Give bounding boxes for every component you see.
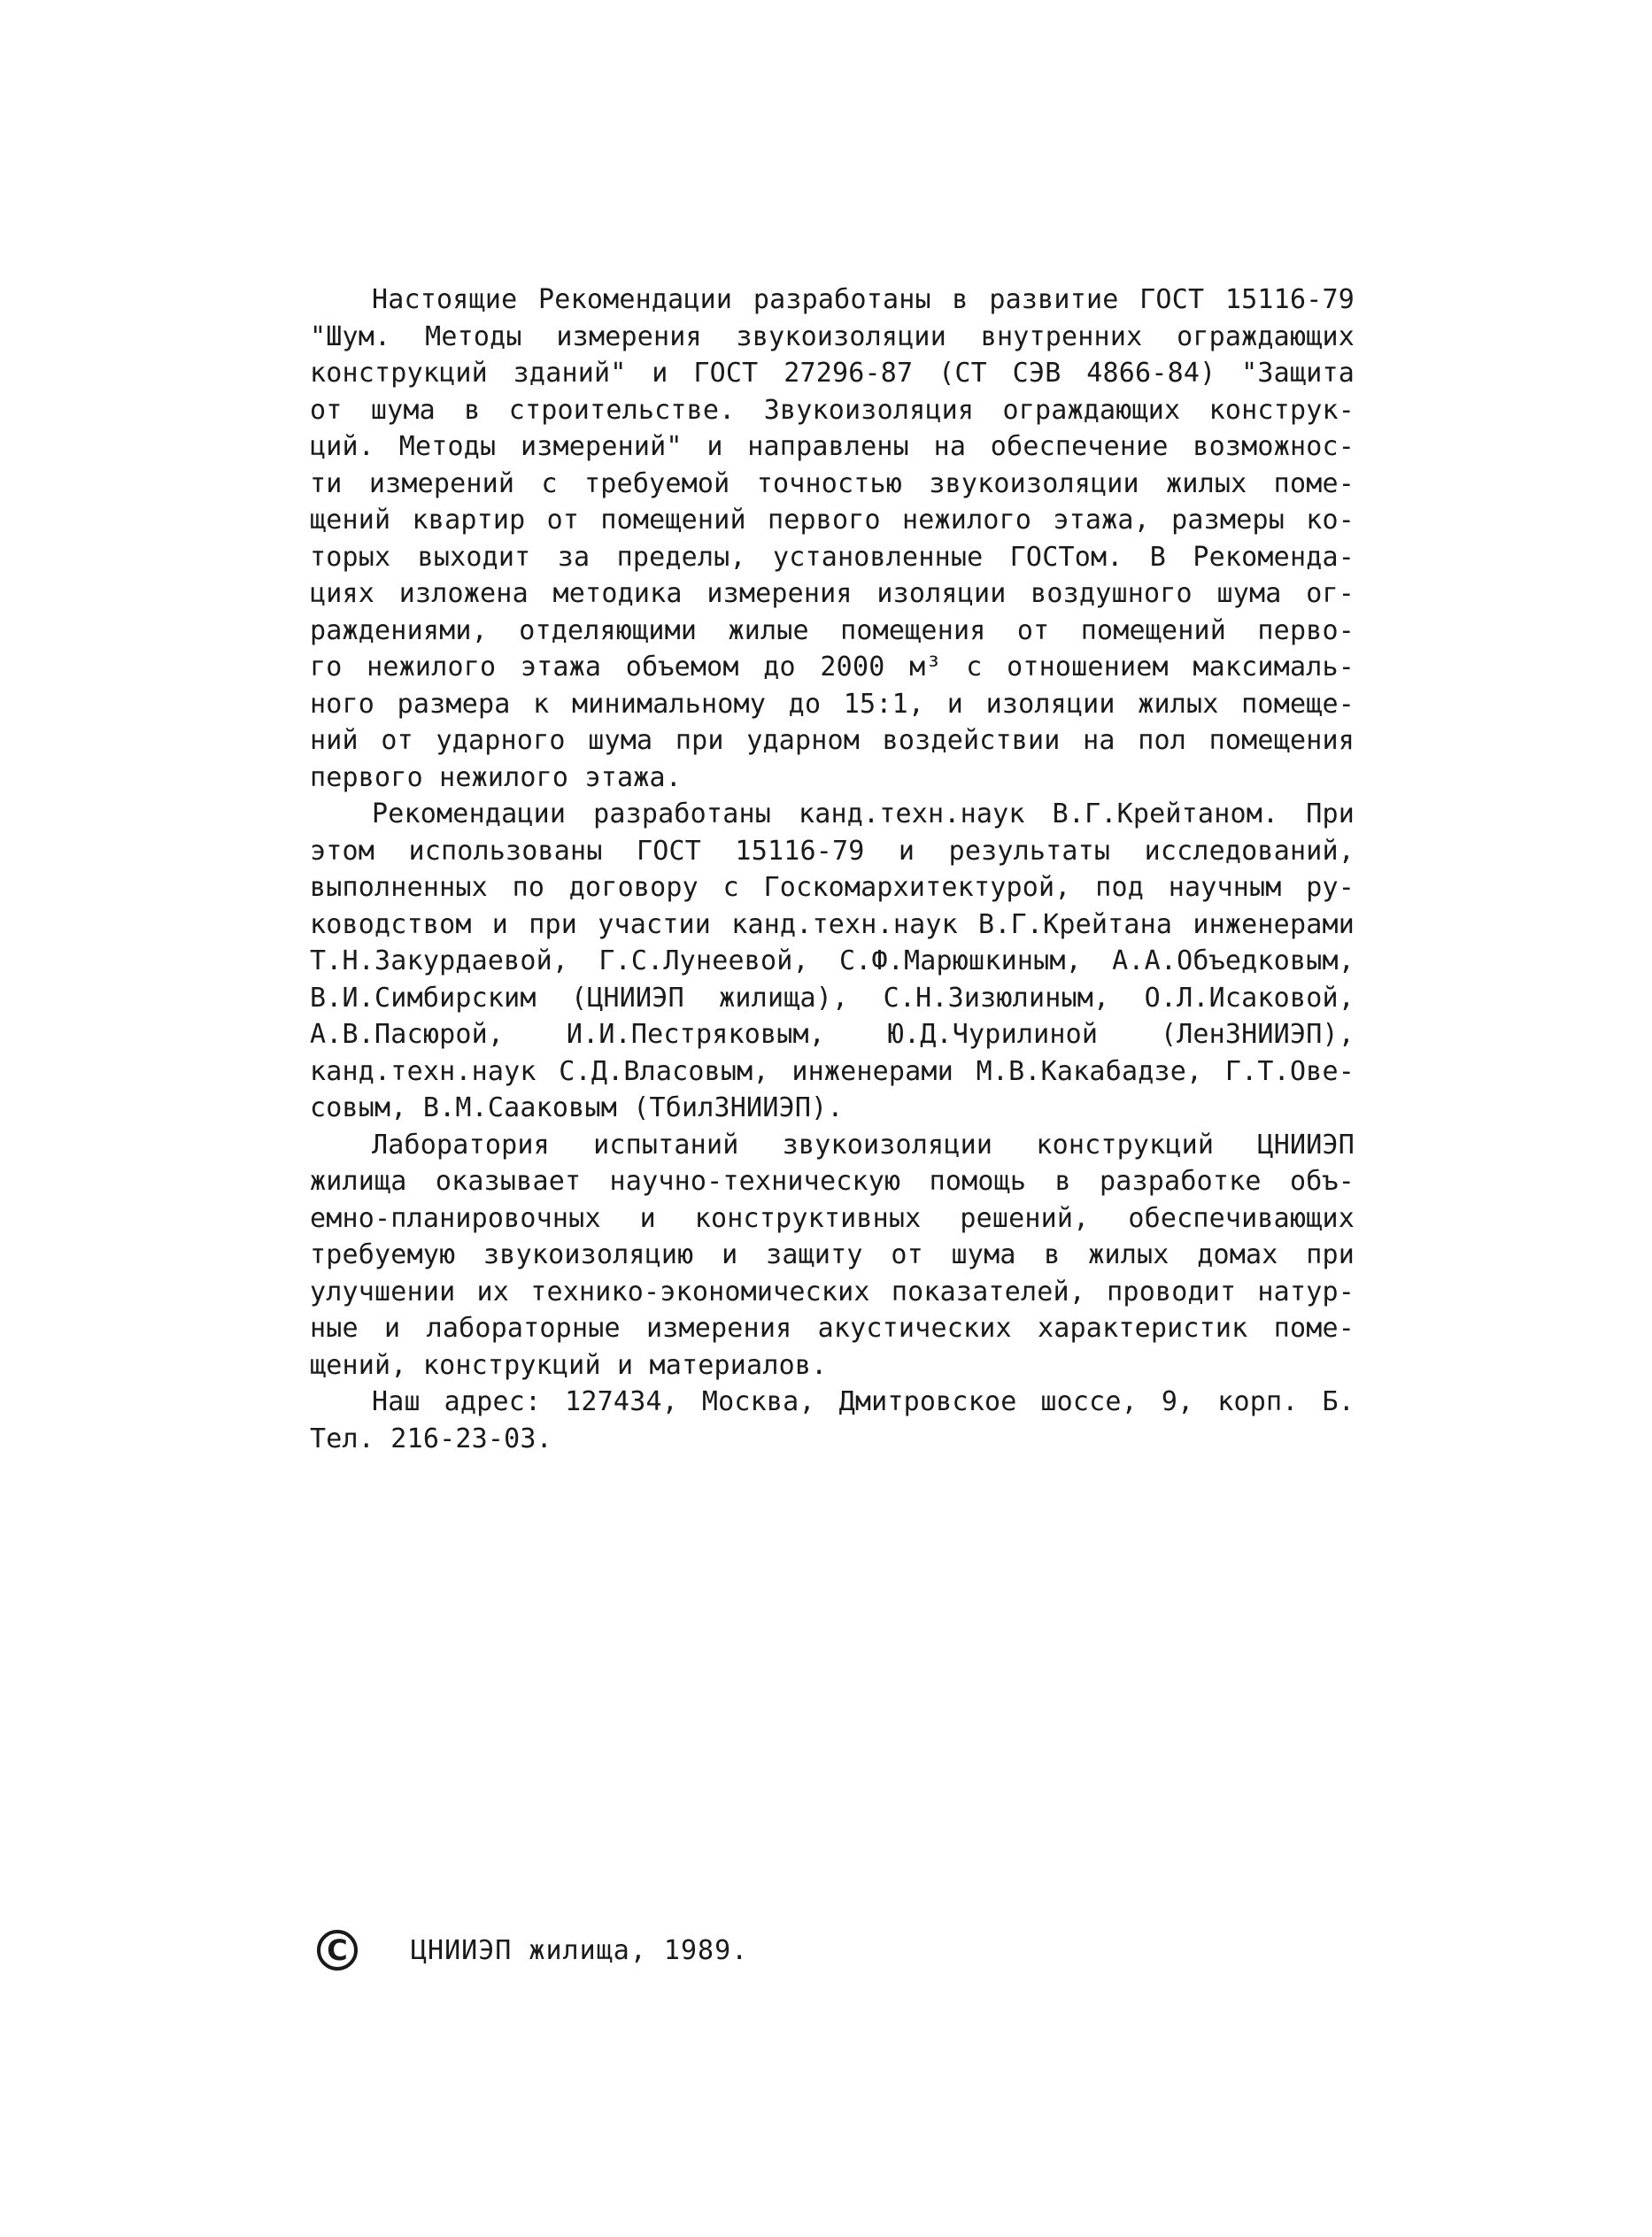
text-line: выполненных по договору с Госкомархитектурой, под научным ру- <box>310 872 1355 903</box>
paragraph-laboratory <box>310 1127 1355 1385</box>
text-line: требуемую звукоизоляцию и защиту от шума в жилых домах при <box>310 1239 1355 1270</box>
copyright-footer <box>317 1930 748 1971</box>
text-line: этом использованы ГОСТ 15116-79 и результаты исследований, <box>310 835 1355 867</box>
text-line: ного размера к минимальному до 15:1, и изоляции жилых помеще- <box>310 688 1355 720</box>
text-line: торых выходит за пределы, установленные ГОСТом. В Рекоменда- <box>310 541 1355 573</box>
text-line: щений, конструкций и материалов. <box>310 1349 828 1381</box>
text-line: конструкций зданий" и ГОСТ 27296-87 (СТ СЭВ 4866-84) "Защита <box>310 358 1355 389</box>
text-line: А.В.Пасюрой, И.И.Пестряковым, Ю.Д.Чурилиной (ЛенЗНИИЭП), <box>310 1019 1355 1050</box>
document-body <box>310 282 1355 1457</box>
text-line: ные и лабораторные измерения акустических характеристик поме- <box>310 1313 1355 1344</box>
address-line: Наш адрес: 127434, Москва, Дмитровское шоссе, 9, корп. Б. <box>372 1386 1355 1417</box>
text-line: первого нежилого этажа. <box>310 761 683 793</box>
text-line: раждениями, отделяющими жилые помещения от помещений перво- <box>310 614 1355 646</box>
text-line: емно-планировочных и конструктивных решений, обеспечивающих <box>310 1202 1355 1234</box>
text-line: "Шум. Методы измерения звукоизоляции внутренних ограждающих <box>310 320 1355 352</box>
text-line: совым, В.М.Сааковым (ТбилЗНИИЭП). <box>310 1092 844 1123</box>
text-line: жилища оказывает научно-техническую помощь в разработке объ- <box>310 1166 1355 1197</box>
copyright-text: ЦНИИЭП жилища, 1989. <box>411 1934 749 1966</box>
copyright-icon: C <box>317 1930 358 1971</box>
text-line: улучшении их технико-экономических показателей, проводит натур- <box>310 1276 1355 1307</box>
text-line: Настоящие Рекомендации разработаны в развитие ГОСТ 15116-79 <box>372 284 1355 315</box>
text-line: ти измерений с требуемой точностью звукоизоляции жилых поме- <box>310 467 1355 499</box>
text-line: ций. Методы измерений" и направлены на обеспечение возможнос- <box>310 431 1355 462</box>
text-line: Лаборатория испытаний звукоизоляции конструкций ЦНИИЭП <box>372 1129 1355 1161</box>
text-line: от шума в строительстве. Звукоизоляция ограждающих конструк- <box>310 394 1355 426</box>
paragraph-address <box>310 1384 1355 1457</box>
text-line: го нежилого этажа объемом до 2000 м³ с отношением максималь- <box>310 652 1355 683</box>
text-line: Рекомендации разработаны канд.техн.наук В.Г.Крейтаном. При <box>372 798 1355 829</box>
text-line: циях изложена методика измерения изоляции воздушного шума ог- <box>310 578 1355 609</box>
text-line: щений квартир от помещений первого нежилого этажа, размеры ко- <box>310 505 1355 536</box>
text-line: ководством и при участии канд.техн.наук В.Г.Крейтана инженерами <box>310 908 1355 940</box>
paragraph-authors <box>310 796 1355 1127</box>
paragraph-introduction <box>310 282 1355 796</box>
phone-line: Тел. 216-23-03. <box>310 1423 552 1454</box>
text-line: В.И.Симбирским (ЦНИИЭП жилища), С.Н.Зизюлиным, О.Л.Исаковой, <box>310 982 1355 1014</box>
text-line: ний от ударного шума при ударном воздействии на пол помещения <box>310 725 1355 756</box>
text-line: Т.Н.Закурдаевой, Г.С.Лунеевой, С.Ф.Марюшкиным, А.А.Объедковым, <box>310 945 1355 976</box>
text-line: канд.техн.наук С.Д.Власовым, инженерами М.В.Какабадзе, Г.Т.Ове- <box>310 1055 1355 1087</box>
